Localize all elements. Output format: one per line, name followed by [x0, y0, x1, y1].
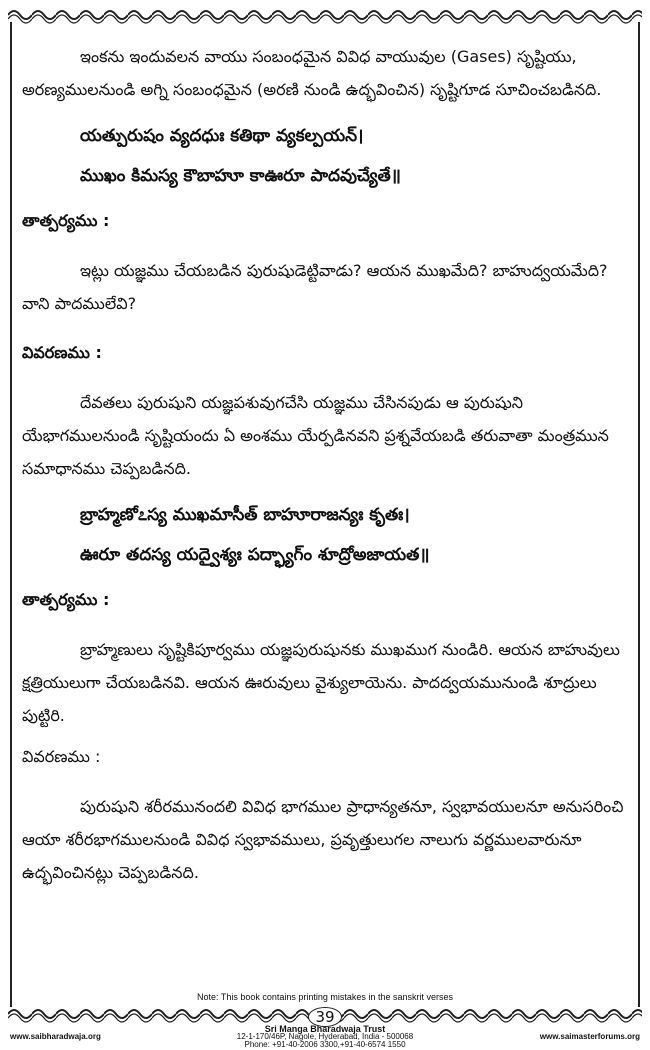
heading-vivaranamu-2: వివరణము : [22, 747, 101, 766]
left-border-rule [10, 22, 12, 1007]
paragraph-5: పురుషుని శరీరమునందలి వివిధ భాగముల ప్రాధాన్యతనూ, స్వభావయులనూ అనుసరించి ఆయా శరీరభాగములనుండి వివిధ స్వభావములు, ప్రవృత్తులుగల నాలుగు వర్ణములవారునూ ఉద్భవించినట్లు చెప్పబడినది. [22, 797, 624, 882]
heading-tatparyamu-1: తాత్పర్యము : [22, 211, 110, 230]
printing-note: Note: This book contains printing mistakes in the sanskrit verses [197, 992, 453, 1002]
top-decorative-border [8, 6, 642, 24]
verse-1-line-1: యత్పురుషం వ్యదధుః కతిథా వ్యకల్పయన్। [80, 126, 364, 146]
trust-name: Sri Manga Bharadwaja Trust [264, 1024, 386, 1034]
paragraph-1: ఇంకను ఇందువలన వాయు సంబంధమైన వివిధ వాయువుల (Gases) సృష్టియు, అరణ్యములనుండి అగ్ని సంబంధమైన (అరణి నుండి ఉద్భవించిన) సృష్టిగూడ సూచించబడినది. [22, 47, 602, 99]
right-border-rule [638, 22, 640, 1007]
paragraph-4: బ్రాహ్మణులు సృష్టికిపూర్వము యజ్ఞపురుషునకు ముఖముగ నుండిరి. ఆయన బాహువులు క్షత్రియులుగా చేయబడినవి. ఆయన ఊరువులు వైశ్యులాయెను. పాదద్వయమునుండి శూద్రులు పుట్టిరి. [22, 640, 620, 725]
trust-address: 12-1-170/46P, Nagole, Hyderabad, India - 500068 [236, 1032, 414, 1041]
page-number: 39 [308, 1007, 342, 1027]
footer-website-right[interactable]: www.saimasterforums.org [539, 1032, 640, 1041]
heading-vivaranamu-1: వివరణము : [22, 343, 102, 362]
verse-2-line-1: బ్రాహ్మణో೭స్య ముఖమాసీత్ బాహూరాజన్యః కృతః। [80, 505, 410, 525]
heading-tatparyamu-2: తాత్పర్యము : [22, 590, 110, 609]
verse-2-line-2: ఊరూ తదస్య యద్వైశ్యః పద్భ్యాగ్ం శూద్రోఅజాయత॥ [80, 545, 430, 565]
footer-website-left[interactable]: www.saibharadwaja.org [10, 1032, 101, 1041]
paragraph-3: దేవతలు పురుషుని యజ్ఞపశువుగచేసి యజ్ఞము చేసినపుడు ఆ పురుషుని యేభాగములనుండి సృష్టియందు ఏ అంశము యేర్పడినవని ప్రశ్నవేయబడి తరువాతా మంత్రమున సమాధానము చెప్పబడినది. [22, 393, 609, 478]
trust-phone: Phone: +91-40-2006 3300,+91-40-6574 1550 [244, 1040, 406, 1049]
verse-1-line-2: ముఖం కిమస్య కౌబాహూ కాఊరూ పాదవుచ్యేతే॥ [80, 166, 401, 186]
page-body [22, 40, 630, 889]
paragraph-2: ఇట్లు యజ్ఞము చేయబడిన పురుషుడెట్టివాడు? ఆయన ముఖమేది? బాహుద్వయమేది? వాని పాదములేవి? [22, 261, 608, 313]
